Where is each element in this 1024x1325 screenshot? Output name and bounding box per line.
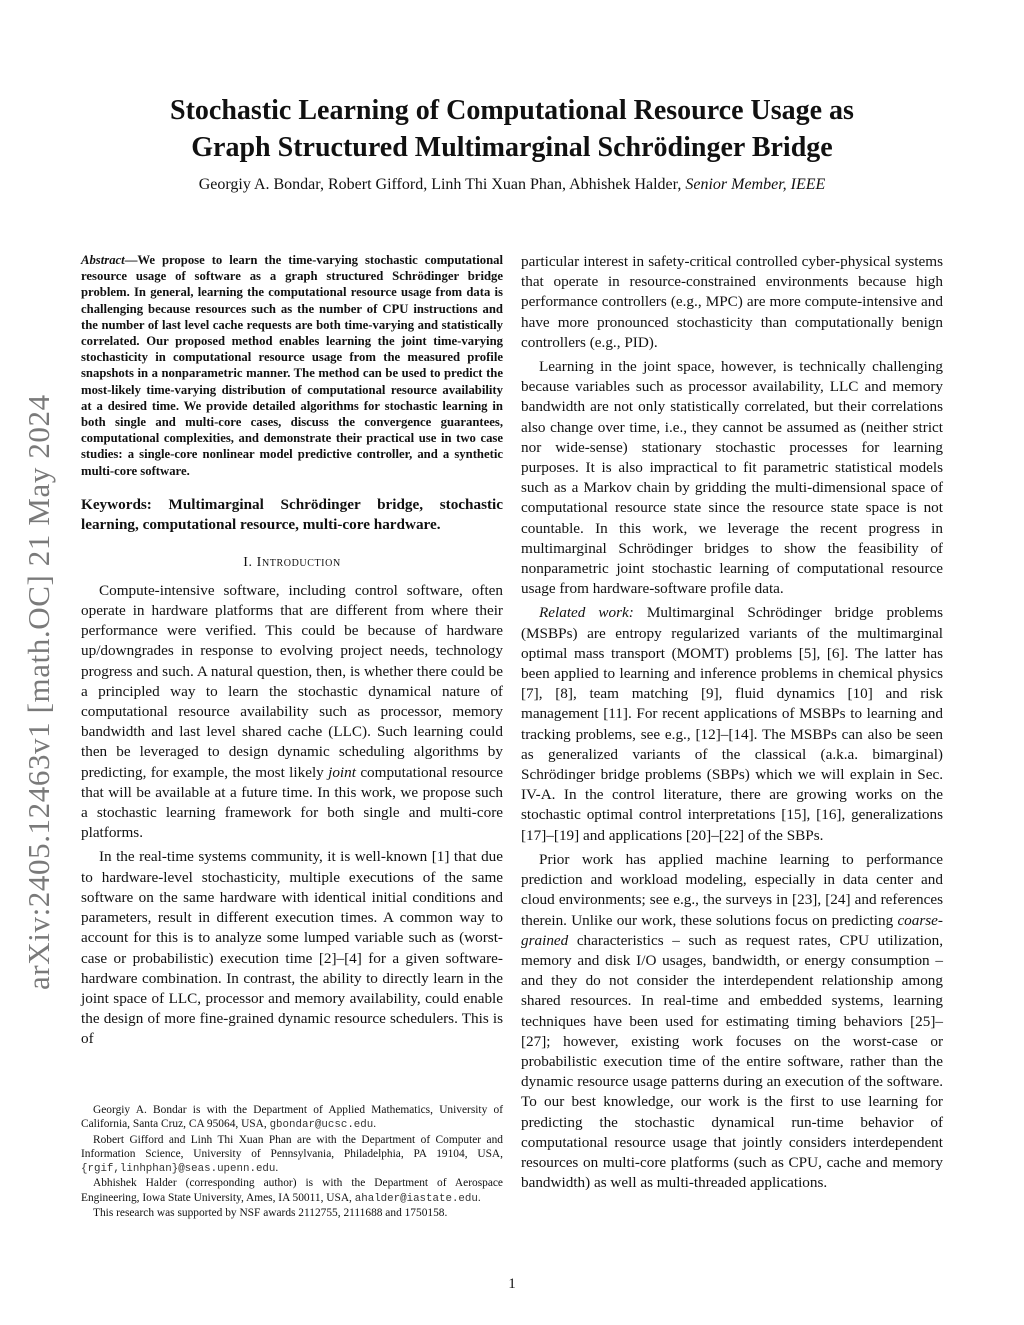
- intro-p1-text-a: Compute-intensive software, including control software, often operate in hardware platforms that are different from where their performance were verified. This could be because of hardware up/downgrades in response to evolving project needs, technology progress and such. A natural question, then, is whether there could be a principled way to learn the stochastic dynamical nature of computational resource availability such as processor, memory bandwidth and last level shared cache (LLC). Such learning could then be leveraged to design dynamic scheduling algorithms by predicting, for example, the most likely: [81, 581, 503, 781]
- footnote-gifford-phan-text: Robert Gifford and Linh Thi Xuan Phan are with the Department of Computer and Information Science, University of Pennsylvania, Philadelphia, PA 19104, USA,: [81, 1133, 503, 1160]
- footnote-bondar-email: gbondar@ucsc.edu: [269, 1119, 374, 1132]
- intro-paragraph-1: [81, 581, 503, 844]
- footnote-gifford-phan-email: {rgif,linhphan}@seas.upenn.edu: [81, 1163, 276, 1176]
- footnote-funding: This research was supported by NSF awards 2112755, 2111688 and 1750158.: [93, 1207, 448, 1220]
- footnote-halder-email: ahalder@iastate.edu: [354, 1192, 478, 1205]
- footnote-bondar-text: Georgiy A. Bondar is with the Department of Applied Mathematics, University of California, Santa Cruz, CA 95064, USA,: [81, 1104, 503, 1131]
- paper-title: [60, 92, 964, 166]
- page-number: 1: [508, 1276, 516, 1292]
- keywords: Keywords: Multimarginal Schrödinger bridge, stochastic learning, computational resource, multi-core hardware.: [81, 495, 503, 533]
- title-line-1: Stochastic Learning of Computational Resource Usage as: [170, 95, 854, 126]
- abstract-label: Abstract: [81, 253, 125, 267]
- prior-work-text-b: characteristics – such as request rates, CPU utilization, memory and disk I/O usages, bandwidth, or energy consumption – and they do not consider the interdependent relationship among shared resources. In real-time and embedded systems, learning techniques have been used for estimating timing behaviors [25]–[27]; however, existing work focuses on the worst-case or probabilistic execution time of the entire software, rather than the dynamic resource usage patterns during an execution of the software. To our best knowledge, our work is the first to use learning for predicting the stochastic dynamical run-time behavior of computational resource usage that jointly considers interdependent resources on multi-core platforms (such as CPU, cache and memory bandwidth) as well as multi-threaded applications.: [521, 931, 943, 1192]
- prior-work-emphasis: coarse-grained: [521, 911, 943, 949]
- intro-p1-emphasis: joint: [328, 763, 356, 781]
- author-names: Georgiy A. Bondar, Robert Gifford, Linh Thi Xuan Phan, Abhishek Halder,: [198, 176, 682, 193]
- related-work-text: Multimarginal Schrödinger bridge problems (MSBPs) are entropy regularized variants of the multimarginal optimal mass transport (MOMT) problems [5], [6]. The latter has been applied to learning and inference problems in chemical physics [7], [8], team matching [9], fluid dynamics [10] and risk management [11]. For recent applications of MSBPs to learning and tracking problems, see e.g., [12]–[14]. The MSBPs can also be seen as generalized variants of the classical (a.k.a. bimarginal) Schrödinger bridge problems (SBPs) which we will explain in Sec. IV-A. In the control literature, there are growing works on the stochastic optimal control interpretations [15], [16], generalizations [17]–[19] and applications [20]–[22] of the SBPs.: [521, 604, 943, 844]
- prior-work-paragraph: [521, 850, 943, 1193]
- related-work-label: Related work:: [539, 604, 634, 622]
- title-line-2: Graph Structured Multimarginal Schrödinger Bridge: [191, 132, 833, 163]
- left-column: [81, 252, 503, 1050]
- footnotes: [81, 1103, 503, 1220]
- prior-work-text-a: Prior work has applied machine learning to performance prediction and workload modeling, especially in data center and cloud environments; see e.g., the surveys in [23], [24] and references therein. Unlike our work, these solutions focus on predicting: [521, 850, 943, 929]
- footnote-halder: Abhishek Halder (corresponding author) is with the Department of Aerospace Engineering, Iowa State University, Ames, IA 50011, USA, ahalder@iastate.edu.: [81, 1177, 503, 1205]
- intro-paragraph-2: In the real-time systems community, it is well-known [1] that due to hardware-level stochasticity, multiple executions of the same software on the same hardware with identical initial conditions and parameters, result in different execution times. A common way to account for this is to analyze some lumped variable such as (worst-case or probabilistic) execution time [2]–[4] for a given software-hardware combination. In contrast, the ability to directly learn in the joint space of LLC, processor and memory availability, could enable the design of more fine-grained dynamic resource schedulers. This is of: [81, 848, 503, 1048]
- arxiv-sidebar-stamp: arXiv:2405.12463v1 [math.OC] 21 May 2024: [21, 394, 56, 990]
- abstract: [81, 252, 503, 479]
- footnote-gifford-phan: Robert Gifford and Linh Thi Xuan Phan are with the Department of Computer and Information Science, University of Pennsylvania, Philadelphia, PA 19104, USA, {rgif,linhphan}@seas.upenn.edu.: [81, 1133, 503, 1176]
- section-heading-introduction: I. Introduction: [243, 554, 341, 570]
- footnote-halder-text: Abhishek Halder (corresponding author) is with the Department of Aerospace Engineering, Iowa State University, Ames, IA 50011, USA,: [81, 1177, 503, 1204]
- related-work-paragraph: [521, 603, 943, 845]
- intro-p1-text-b: computational resource that will be available at a future time. In this work, we propose such a stochastic learning framework for both single and multi-core platforms.: [81, 763, 503, 842]
- abstract-text: We propose to learn the time-varying stochastic computational resource usage of software as a graph structured Schrödinger bridge problem. In general, learning the computational resource usage from data is challenging because resources such as the number of CPU instructions and the number of last level cache requests are both time-varying and statistically correlated. Our proposed method enables learning the joint time-varying stochasticity in computational resource usage from the measured profile snapshots in a nonparametric manner. The method can be used to predict the most-likely time-varying distribution of computational resource availability at a desired time. We provide detailed algorithms for stochastic learning in both single and multi-core cases, discuss the convergence guarantees, computational complexities, and demonstrate their practical use in two case studies: a single-core nonlinear model predictive controller, and a synthetic multi-core software.: [81, 253, 503, 478]
- intro-paragraph-4: Learning in the joint space, however, is technically challenging because variables such as processor availability, LLC and memory bandwidth are not only statistically correlated, but their correlations also change over time, i.e., they cannot be assumed as (neither strict nor wide-sense) stationary stochastic processes for learning purposes. It is also impractical to fit parametric statistical models such as a Markov chain by gridding the multi-dimensional space of computational resource state since the resource state space is not countable. In this work, we leverage the recent progress in multimarginal Schrödinger bridges to show the feasibility of nonparametric joint stochastic learning of computational resource usage from hardware-software profile data.: [521, 358, 943, 598]
- footnote-bondar: Georgiy A. Bondar is with the Department of Applied Mathematics, University of California, Santa Cruz, CA 95064, USA, gbondar@ucsc.edu.: [81, 1104, 503, 1132]
- abstract-dash: —: [124, 253, 138, 267]
- right-column: [521, 252, 943, 1193]
- intro-paragraph-3: particular interest in safety-critical controlled cyber-physical systems that operate in resource-constrained environments because high performance controllers (e.g., MPC) are more compute-intensive and have more pronounced stochasticity than computationally benign controllers (e.g., PID).: [521, 253, 943, 351]
- author-role: Senior Member, IEEE: [685, 176, 826, 193]
- author-list: [60, 174, 964, 196]
